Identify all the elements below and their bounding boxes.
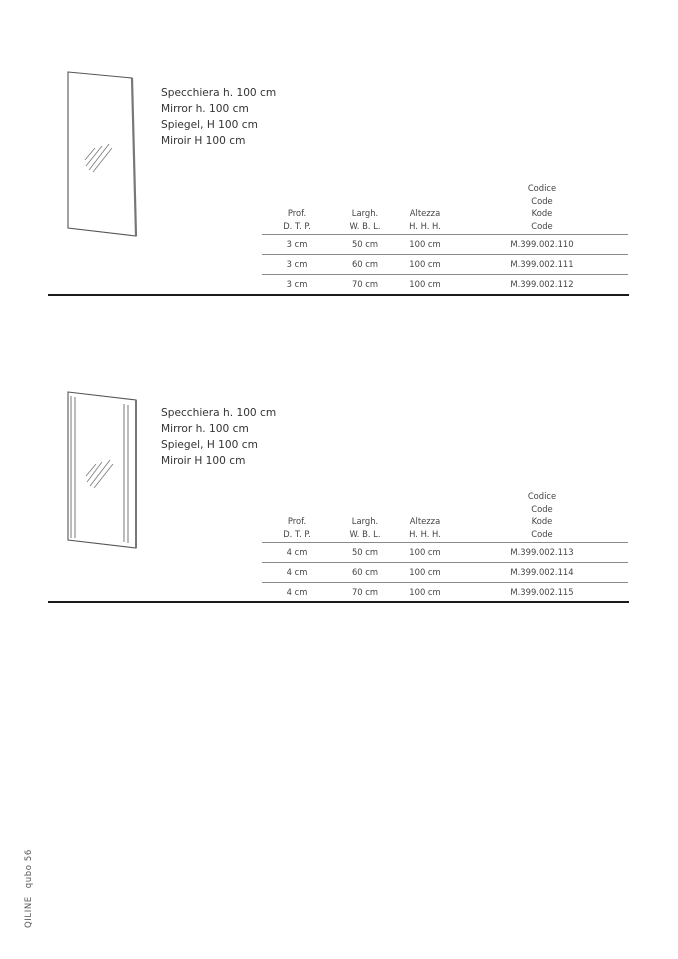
header-code: Codice Code Kode Code: [527, 491, 557, 539]
spec-table-header: [262, 491, 628, 542]
section-divider: [48, 294, 629, 296]
product-name-it: Specchiera h. 100 cm: [161, 407, 277, 419]
cell-height: 100 cm: [409, 259, 441, 269]
cell-width: 50 cm: [351, 547, 379, 557]
product-name-block: [161, 405, 276, 469]
cell-height: 100 cm: [409, 587, 441, 597]
table-row: [262, 234, 628, 254]
cell-height: 100 cm: [409, 239, 441, 249]
product-name-en: Mirror h. 100 cm: [161, 103, 249, 115]
product-name-it: Specchiera h. 100 cm: [161, 87, 277, 99]
spec-table: [262, 183, 628, 294]
cell-code: M.399.002.113: [510, 547, 574, 557]
header-code: Codice Code Kode Code: [527, 183, 557, 231]
header-height: Altezza H. H. H.: [409, 208, 441, 231]
product-name-de: Spiegel, H 100 cm: [161, 439, 258, 451]
cell-depth: 4 cm: [286, 567, 308, 577]
cell-code: M.399.002.111: [510, 259, 574, 269]
header-width: Largh. W. B. L.: [349, 516, 381, 539]
brand-name: QILINE: [24, 896, 34, 928]
product-name-fr: Miroir H 100 cm: [161, 455, 246, 467]
page-number: 56: [24, 849, 34, 862]
product-name-en: Mirror h. 100 cm: [161, 423, 249, 435]
cell-height: 100 cm: [409, 547, 441, 557]
page-footer: [24, 849, 34, 928]
cell-code: M.399.002.112: [510, 279, 574, 289]
cell-width: 70 cm: [351, 587, 379, 597]
header-depth: Prof. D. T. P.: [283, 516, 311, 539]
cell-depth: 4 cm: [286, 587, 308, 597]
section-divider: [48, 601, 629, 603]
product-name-de: Spiegel, H 100 cm: [161, 119, 258, 131]
cell-code: M.399.002.110: [510, 239, 574, 249]
table-row: [262, 582, 628, 602]
cell-depth: 4 cm: [286, 547, 308, 557]
header-width: Largh. W. B. L.: [349, 208, 381, 231]
cell-code: M.399.002.115: [510, 587, 574, 597]
header-depth: Prof. D. T. P.: [283, 208, 311, 231]
product-name-block: [161, 85, 276, 149]
cell-height: 100 cm: [409, 567, 441, 577]
cell-depth: 3 cm: [286, 259, 308, 269]
collection-name: qubo: [24, 864, 34, 889]
table-row: [262, 562, 628, 582]
cell-width: 60 cm: [351, 567, 379, 577]
cell-width: 60 cm: [351, 259, 379, 269]
product-name-fr: Miroir H 100 cm: [161, 135, 246, 147]
led-mirror-icon: [62, 390, 144, 550]
table-row: [262, 274, 628, 294]
spec-table-header: [262, 183, 628, 234]
header-height: Altezza H. H. H.: [409, 516, 441, 539]
spec-table: [262, 491, 628, 602]
cell-code: M.399.002.114: [510, 567, 574, 577]
cell-width: 50 cm: [351, 239, 379, 249]
table-row: [262, 542, 628, 562]
cell-width: 70 cm: [351, 279, 379, 289]
table-row: [262, 254, 628, 274]
cell-depth: 3 cm: [286, 239, 308, 249]
cell-height: 100 cm: [409, 279, 441, 289]
plain-mirror-icon: [62, 70, 144, 242]
cell-depth: 3 cm: [286, 279, 308, 289]
